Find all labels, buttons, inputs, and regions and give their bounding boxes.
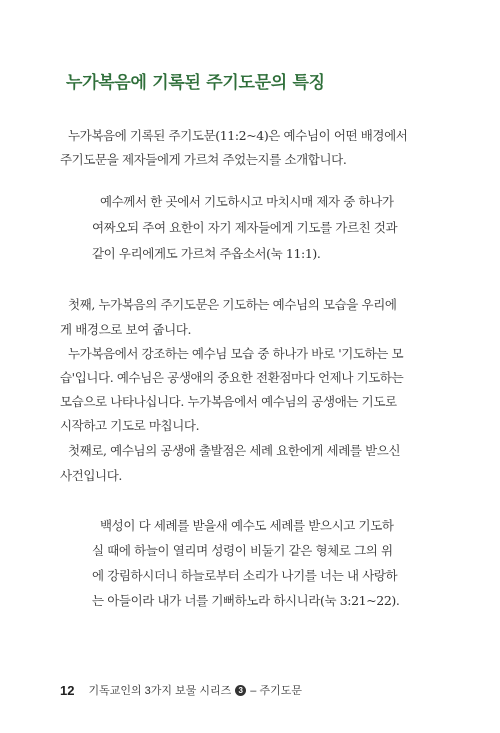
text-line: 누가복음에 기록된 주기도문(11:2~4)은 예수님이 어떤 배경에서 xyxy=(68,128,408,143)
text-line: 여짜오되 주여 요한이 자기 제자들에게 기도를 가르친 것과 xyxy=(92,220,398,235)
text-line: 같이 우리에게도 가르쳐 주옵소서(눅 11:1). xyxy=(92,246,321,261)
text-line: 실 때에 하늘이 열리며 성령이 비둘기 같은 형체로 그의 위 xyxy=(92,543,393,558)
text-line: 누가복음에서 강조하는 예수님 모습 중 하나가 바로 '기도하는 모 xyxy=(68,346,404,361)
section-heading: 누가복음에 기록된 주기도문의 특징 xyxy=(66,73,325,93)
text-line: 사건입니다. xyxy=(60,468,122,483)
text-line: 첫째, 누가복음의 주기도문은 기도하는 예수님의 모습을 우리에 xyxy=(68,297,397,312)
text-line: 첫째로, 예수님의 공생애 출발점은 세례 요한에게 세례를 받으신 xyxy=(68,443,401,458)
text-line: 백성이 다 세례를 받을새 예수도 세례를 받으시고 기도하 xyxy=(100,518,394,533)
page-footer xyxy=(60,682,302,698)
volume-number-badge: 3 xyxy=(235,685,246,696)
text-line: 는 아들이라 내가 너를 기뻐하노라 하시니라(눅 3:21~22). xyxy=(92,593,400,608)
text-line: 예수께서 한 곳에서 기도하시고 마치시매 제자 중 하나가 xyxy=(100,194,394,209)
book-subtitle: – 주기도문 xyxy=(250,685,302,697)
text-line: 시작하고 기도로 마칩니다. xyxy=(60,418,200,433)
text-line: 게 배경으로 보여 줍니다. xyxy=(60,322,192,337)
text-line: 에 강림하시더니 하늘로부터 소리가 나기를 너는 내 사랑하 xyxy=(92,568,398,583)
series-title: 기독교인의 3가지 보물 시리즈 xyxy=(88,685,232,697)
text-line: 모습으로 나타나십니다. 누가복음에서 예수님의 공생애는 기도로 xyxy=(60,394,397,409)
text-line: 습'입니다. 예수님은 공생애의 중요한 전환점마다 언제나 기도하는 xyxy=(60,370,404,385)
page-number: 12 xyxy=(60,682,75,698)
text-line: 주기도문을 제자들에게 가르쳐 주었는지를 소개합니다. xyxy=(60,152,347,167)
